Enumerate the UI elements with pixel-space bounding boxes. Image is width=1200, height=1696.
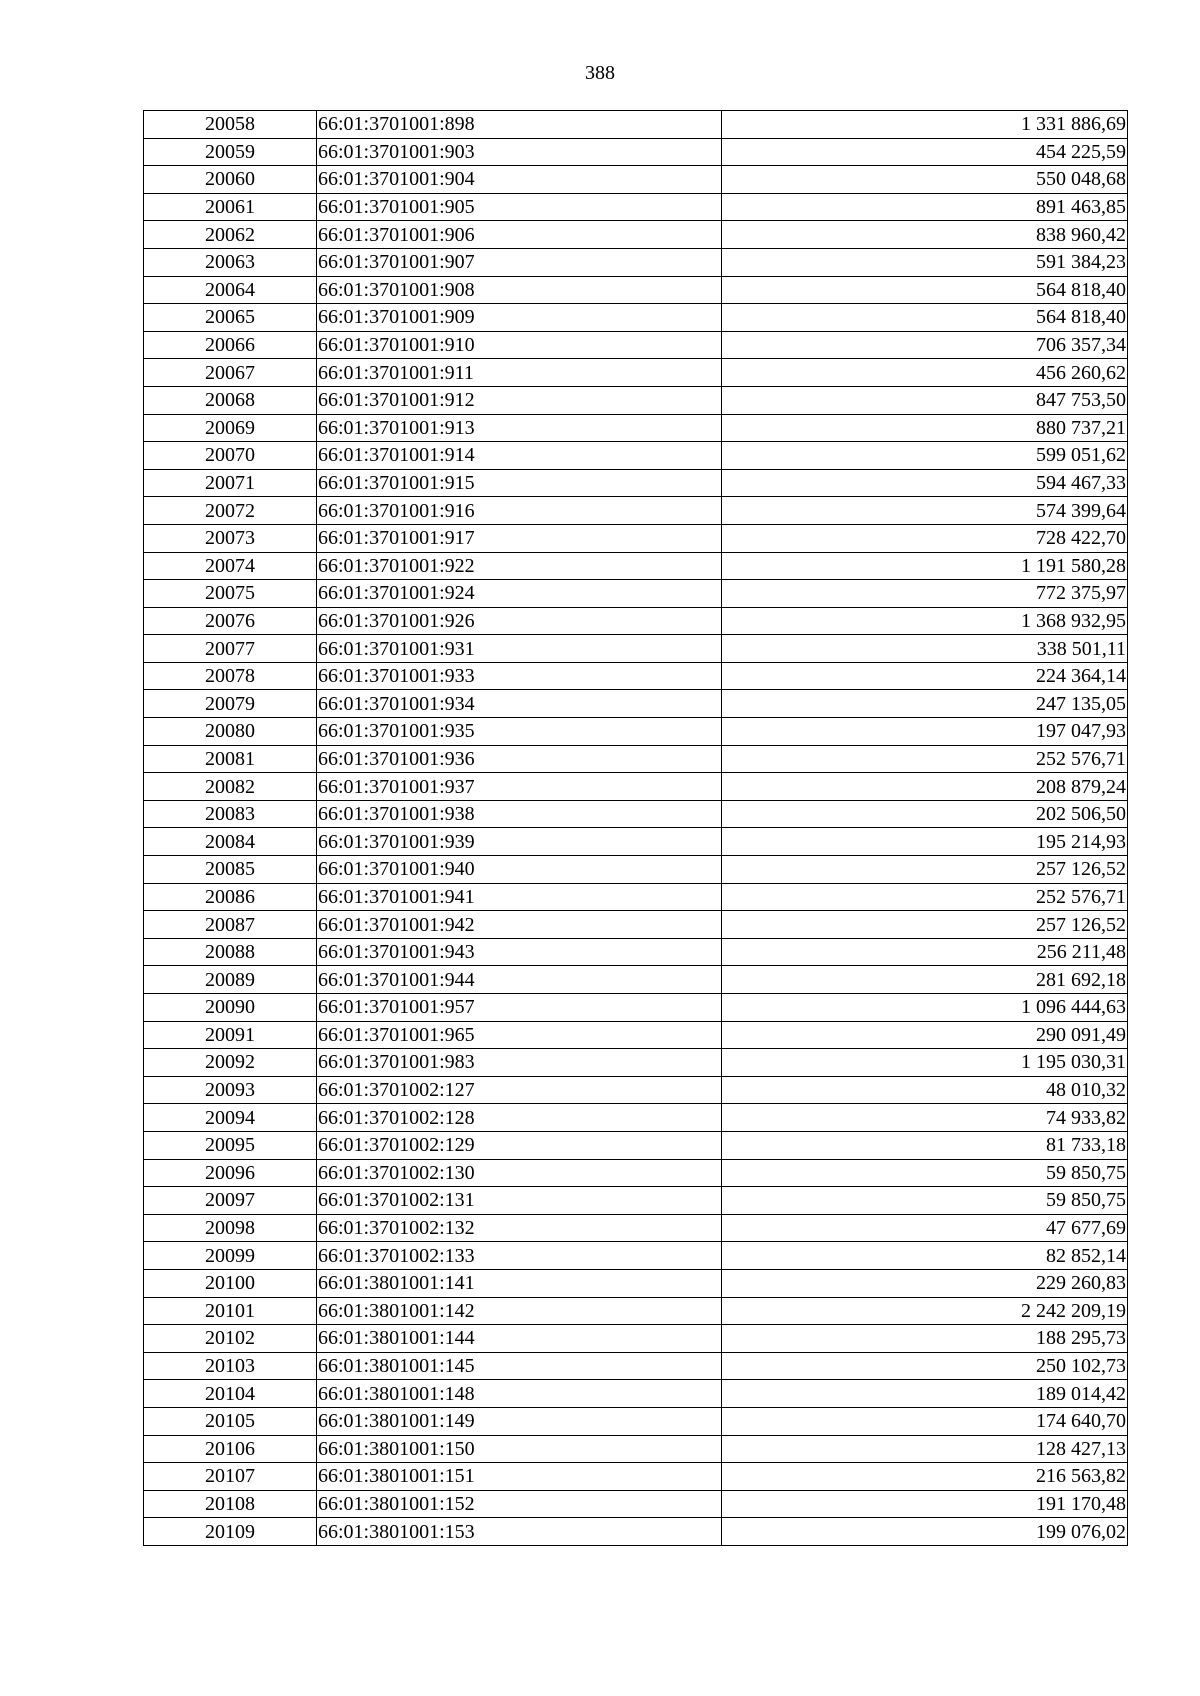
cadastral-value-cell: 191 170,48 (722, 1490, 1128, 1518)
row-number-cell: 20069 (144, 414, 317, 442)
cadastral-number-cell: 66:01:3801001:150 (317, 1435, 722, 1463)
cadastral-value-cell: 1 191 580,28 (722, 552, 1128, 580)
cadastral-number-cell: 66:01:3701001:913 (317, 414, 722, 442)
cadastral-value-cell: 550 048,68 (722, 166, 1128, 194)
row-number-cell: 20063 (144, 248, 317, 276)
cadastral-number-cell: 66:01:3701001:965 (317, 1021, 722, 1049)
table-row (144, 745, 1128, 773)
row-number-cell: 20107 (144, 1463, 317, 1491)
cadastral-value-cell: 591 384,23 (722, 248, 1128, 276)
row-number-cell: 20068 (144, 386, 317, 414)
cadastral-number-cell: 66:01:3701001:937 (317, 773, 722, 801)
table-row (144, 1076, 1128, 1104)
cadastral-value-cell: 188 295,73 (722, 1325, 1128, 1353)
cadastral-value-cell: 197 047,93 (722, 718, 1128, 746)
cadastral-value-cell: 456 260,62 (722, 359, 1128, 387)
table-row (144, 1104, 1128, 1132)
table-row (144, 856, 1128, 884)
table-row (144, 1463, 1128, 1491)
row-number-cell: 20090 (144, 994, 317, 1022)
cadastral-number-cell: 66:01:3701001:914 (317, 442, 722, 470)
cadastral-number-cell: 66:01:3701001:912 (317, 386, 722, 414)
row-number-cell: 20081 (144, 745, 317, 773)
row-number-cell: 20083 (144, 800, 317, 828)
cadastral-value-cell: 338 501,11 (722, 635, 1128, 663)
cadastral-value-cell: 208 879,24 (722, 773, 1128, 801)
table-row (144, 414, 1128, 442)
row-number-cell: 20097 (144, 1187, 317, 1215)
cadastral-value-cell: 247 135,05 (722, 690, 1128, 718)
cadastral-number-cell: 66:01:3701002:133 (317, 1242, 722, 1270)
table-row (144, 662, 1128, 690)
row-number-cell: 20084 (144, 828, 317, 856)
cadastral-value-cell: 599 051,62 (722, 442, 1128, 470)
cadastral-value-cell: 594 467,33 (722, 469, 1128, 497)
cadastral-number-cell: 66:01:3701001:939 (317, 828, 722, 856)
row-number-cell: 20109 (144, 1518, 317, 1546)
row-number-cell: 20091 (144, 1021, 317, 1049)
row-number-cell: 20065 (144, 304, 317, 332)
cadastral-number-cell: 66:01:3701001:915 (317, 469, 722, 497)
cadastral-value-cell: 574 399,64 (722, 497, 1128, 525)
row-number-cell: 20092 (144, 1049, 317, 1077)
cadastral-value-cell: 229 260,83 (722, 1269, 1128, 1297)
table-row (144, 166, 1128, 194)
row-number-cell: 20067 (144, 359, 317, 387)
row-number-cell: 20088 (144, 938, 317, 966)
cadastral-value-cell: 838 960,42 (722, 221, 1128, 249)
row-number-cell: 20093 (144, 1076, 317, 1104)
cadastral-number-cell: 66:01:3701001:943 (317, 938, 722, 966)
table-row (144, 1490, 1128, 1518)
cadastral-value-cell: 454 225,59 (722, 138, 1128, 166)
row-number-cell: 20102 (144, 1325, 317, 1353)
cadastral-value-cell: 82 852,14 (722, 1242, 1128, 1270)
row-number-cell: 20086 (144, 883, 317, 911)
cadastral-number-cell: 66:01:3701001:957 (317, 994, 722, 1022)
row-number-cell: 20074 (144, 552, 317, 580)
cadastral-value-cell: 891 463,85 (722, 193, 1128, 221)
row-number-cell: 20058 (144, 111, 317, 139)
cadastral-value-cell: 59 850,75 (722, 1187, 1128, 1215)
row-number-cell: 20099 (144, 1242, 317, 1270)
cadastral-number-cell: 66:01:3801001:152 (317, 1490, 722, 1518)
cadastral-number-cell: 66:01:3701001:910 (317, 331, 722, 359)
table-row (144, 469, 1128, 497)
table-row (144, 1187, 1128, 1215)
row-number-cell: 20105 (144, 1407, 317, 1435)
table-row (144, 248, 1128, 276)
cadastral-value-cell: 290 091,49 (722, 1021, 1128, 1049)
table-row (144, 1325, 1128, 1353)
cadastral-number-cell: 66:01:3701001:942 (317, 911, 722, 939)
table-row (144, 1297, 1128, 1325)
row-number-cell: 20078 (144, 662, 317, 690)
cadastral-value-cell: 189 014,42 (722, 1380, 1128, 1408)
page-number: 388 (585, 62, 615, 84)
cadastral-number-cell: 66:01:3701001:941 (317, 883, 722, 911)
table-row (144, 442, 1128, 470)
table-row (144, 386, 1128, 414)
row-number-cell: 20073 (144, 524, 317, 552)
cadastral-value-cell: 59 850,75 (722, 1159, 1128, 1187)
cadastral-number-cell: 66:01:3801001:151 (317, 1463, 722, 1491)
table-row (144, 938, 1128, 966)
table-row (144, 221, 1128, 249)
table-row (144, 1242, 1128, 1270)
cadastral-number-cell: 66:01:3701002:129 (317, 1131, 722, 1159)
row-number-cell: 20096 (144, 1159, 317, 1187)
table-row (144, 1049, 1128, 1077)
cadastral-number-cell: 66:01:3701001:938 (317, 800, 722, 828)
cadastral-number-cell: 66:01:3701001:933 (317, 662, 722, 690)
row-number-cell: 20089 (144, 966, 317, 994)
cadastral-number-cell: 66:01:3701001:926 (317, 607, 722, 635)
cadastral-value-cell: 128 427,13 (722, 1435, 1128, 1463)
cadastral-number-cell: 66:01:3801001:142 (317, 1297, 722, 1325)
table-row (144, 635, 1128, 663)
row-number-cell: 20103 (144, 1352, 317, 1380)
table-row (144, 524, 1128, 552)
cadastral-value-cell: 199 076,02 (722, 1518, 1128, 1546)
cadastral-number-cell: 66:01:3701002:132 (317, 1214, 722, 1242)
cadastral-number-cell: 66:01:3701001:934 (317, 690, 722, 718)
cadastral-value-cell: 1 331 886,69 (722, 111, 1128, 139)
table-row (144, 718, 1128, 746)
cadastral-number-cell: 66:01:3701001:903 (317, 138, 722, 166)
cadastral-number-cell: 66:01:3701001:944 (317, 966, 722, 994)
row-number-cell: 20098 (144, 1214, 317, 1242)
cadastral-number-cell: 66:01:3701001:936 (317, 745, 722, 773)
cadastral-number-cell: 66:01:3801001:153 (317, 1518, 722, 1546)
row-number-cell: 20059 (144, 138, 317, 166)
table-row (144, 1269, 1128, 1297)
cadastral-value-cell: 281 692,18 (722, 966, 1128, 994)
row-number-cell: 20082 (144, 773, 317, 801)
table-row (144, 552, 1128, 580)
table-row (144, 800, 1128, 828)
cadastral-number-cell: 66:01:3701001:907 (317, 248, 722, 276)
cadastral-number-cell: 66:01:3801001:149 (317, 1407, 722, 1435)
cadastral-value-cell: 47 677,69 (722, 1214, 1128, 1242)
row-number-cell: 20060 (144, 166, 317, 194)
row-number-cell: 20104 (144, 1380, 317, 1408)
cadastral-value-cell: 81 733,18 (722, 1131, 1128, 1159)
table-row (144, 1352, 1128, 1380)
cadastral-value-cell: 847 753,50 (722, 386, 1128, 414)
cadastral-value-cell: 195 214,93 (722, 828, 1128, 856)
cadastral-number-cell: 66:01:3701001:935 (317, 718, 722, 746)
cadastral-value-cell: 2 242 209,19 (722, 1297, 1128, 1325)
cadastral-number-cell: 66:01:3701001:909 (317, 304, 722, 332)
table-row (144, 773, 1128, 801)
cadastral-value-cell: 174 640,70 (722, 1407, 1128, 1435)
row-number-cell: 20075 (144, 580, 317, 608)
cadastral-number-cell: 66:01:3701002:128 (317, 1104, 722, 1132)
table-row (144, 1380, 1128, 1408)
cadastral-value-cell: 224 364,14 (722, 662, 1128, 690)
row-number-cell: 20100 (144, 1269, 317, 1297)
table-row (144, 1435, 1128, 1463)
cadastral-value-cell: 48 010,32 (722, 1076, 1128, 1104)
cadastral-number-cell: 66:01:3701002:130 (317, 1159, 722, 1187)
row-number-cell: 20087 (144, 911, 317, 939)
row-number-cell: 20076 (144, 607, 317, 635)
cadastral-number-cell: 66:01:3701001:983 (317, 1049, 722, 1077)
row-number-cell: 20066 (144, 331, 317, 359)
cadastral-number-cell: 66:01:3701002:131 (317, 1187, 722, 1215)
cadastral-value-cell: 1 368 932,95 (722, 607, 1128, 635)
table-row (144, 193, 1128, 221)
cadastral-number-cell: 66:01:3701001:917 (317, 524, 722, 552)
cadastral-value-cell: 250 102,73 (722, 1352, 1128, 1380)
cadastral-value-cell: 202 506,50 (722, 800, 1128, 828)
table-row (144, 828, 1128, 856)
table-row (144, 304, 1128, 332)
table-row (144, 1518, 1128, 1546)
cadastral-number-cell: 66:01:3701001:940 (317, 856, 722, 884)
table-row (144, 1131, 1128, 1159)
cadastral-value-cell: 564 818,40 (722, 304, 1128, 332)
cadastral-value-cell: 564 818,40 (722, 276, 1128, 304)
cadastral-value-cell: 252 576,71 (722, 745, 1128, 773)
row-number-cell: 20106 (144, 1435, 317, 1463)
cadastral-number-cell: 66:01:3801001:141 (317, 1269, 722, 1297)
table-row (144, 883, 1128, 911)
row-number-cell: 20079 (144, 690, 317, 718)
table-row (144, 580, 1128, 608)
table-row (144, 111, 1128, 139)
cadastral-number-cell: 66:01:3701001:916 (317, 497, 722, 525)
cadastral-value-cell: 257 126,52 (722, 911, 1128, 939)
row-number-cell: 20071 (144, 469, 317, 497)
cadastral-number-cell: 66:01:3701001:911 (317, 359, 722, 387)
row-number-cell: 20101 (144, 1297, 317, 1325)
row-number-cell: 20080 (144, 718, 317, 746)
cadastral-value-cell: 252 576,71 (722, 883, 1128, 911)
row-number-cell: 20095 (144, 1131, 317, 1159)
row-number-cell: 20061 (144, 193, 317, 221)
cadastral-value-cell: 706 357,34 (722, 331, 1128, 359)
row-number-cell: 20070 (144, 442, 317, 470)
cadastral-number-cell: 66:01:3701002:127 (317, 1076, 722, 1104)
table-row (144, 1159, 1128, 1187)
cadastral-number-cell: 66:01:3801001:145 (317, 1352, 722, 1380)
cadastral-number-cell: 66:01:3801001:144 (317, 1325, 722, 1353)
cadastral-value-cell: 1 195 030,31 (722, 1049, 1128, 1077)
cadastral-value-cell: 1 096 444,63 (722, 994, 1128, 1022)
cadastral-value-cell: 728 422,70 (722, 524, 1128, 552)
table-row (144, 276, 1128, 304)
table-row (144, 1407, 1128, 1435)
cadastral-value-table (143, 110, 1128, 1546)
cadastral-value-cell: 74 933,82 (722, 1104, 1128, 1132)
row-number-cell: 20062 (144, 221, 317, 249)
cadastral-value-cell: 257 126,52 (722, 856, 1128, 884)
cadastral-number-cell: 66:01:3701001:908 (317, 276, 722, 304)
table-row (144, 497, 1128, 525)
cadastral-number-cell: 66:01:3701001:904 (317, 166, 722, 194)
cadastral-number-cell: 66:01:3701001:898 (317, 111, 722, 139)
cadastral-value-cell: 880 737,21 (722, 414, 1128, 442)
row-number-cell: 20077 (144, 635, 317, 663)
cadastral-number-cell: 66:01:3701001:905 (317, 193, 722, 221)
cadastral-value-cell: 772 375,97 (722, 580, 1128, 608)
table-row (144, 359, 1128, 387)
row-number-cell: 20108 (144, 1490, 317, 1518)
table-row (144, 138, 1128, 166)
table-body (144, 111, 1128, 1546)
cadastral-number-cell: 66:01:3701001:906 (317, 221, 722, 249)
table-row (144, 1214, 1128, 1242)
cadastral-value-cell: 256 211,48 (722, 938, 1128, 966)
row-number-cell: 20072 (144, 497, 317, 525)
table-row (144, 911, 1128, 939)
cadastral-value-cell: 216 563,82 (722, 1463, 1128, 1491)
table-row (144, 690, 1128, 718)
row-number-cell: 20085 (144, 856, 317, 884)
cadastral-number-cell: 66:01:3701001:922 (317, 552, 722, 580)
cadastral-number-cell: 66:01:3701001:924 (317, 580, 722, 608)
table-row (144, 966, 1128, 994)
cadastral-number-cell: 66:01:3801001:148 (317, 1380, 722, 1408)
cadastral-number-cell: 66:01:3701001:931 (317, 635, 722, 663)
row-number-cell: 20094 (144, 1104, 317, 1132)
table-row (144, 994, 1128, 1022)
row-number-cell: 20064 (144, 276, 317, 304)
table-row (144, 607, 1128, 635)
table-row (144, 331, 1128, 359)
table-row (144, 1021, 1128, 1049)
